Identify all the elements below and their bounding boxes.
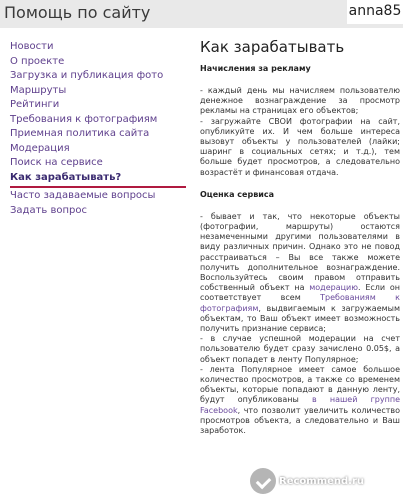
sidebar-item-about[interactable]: О проекте — [10, 55, 65, 67]
sidebar-item-search[interactable]: Поиск на сервисе — [10, 157, 103, 168]
username-badge[interactable]: anna85 — [347, 0, 403, 24]
main-content — [200, 38, 400, 436]
watermark — [250, 468, 364, 494]
paragraph: - в случае успешной модерации на счет пользователю будет сразу зачислено 0.05$, а объект попадет в ленту Популярное; — [200, 334, 400, 364]
help-sidebar — [10, 40, 190, 218]
photo-requirements-link[interactable]: Требованиям к фотографиям — [200, 293, 400, 313]
sidebar-item-how-to-earn[interactable]: Как зарабатывать? — [10, 171, 186, 189]
facebook-group-link[interactable]: в нашей группе Facebook — [200, 395, 400, 415]
paragraph: - загружайте СВОИ фотографии на сайт, опубликуйте их. И чем больше интереса вызовут объекты у пользователей (лайки; шаринг в социальных сетях; и т.д.), тем больше будет просмотров, а следовательно возрастёт и финансовая отдача. — [200, 116, 400, 177]
page-header-title: Помощь по сайту — [4, 3, 151, 22]
sidebar-item-policy[interactable]: Приемная политика сайта — [10, 128, 150, 139]
sidebar-item-moderation[interactable]: Модерация — [10, 142, 70, 154]
sidebar-item-news[interactable]: Новости — [10, 41, 54, 52]
section-heading-service-rating: Оценка сервиса — [200, 189, 274, 199]
paragraph: - лента Популярное имеет самое большое количество просмотров, а также со временем объекты, которые попадают в данную ленту, будут опубликованы в нашей группе Facebook, что позволит увеличить количество просмотров объекта, а следовательно и Ваш заработок. — [200, 364, 400, 436]
header-bar — [0, 0, 403, 28]
sidebar-item-photo-requirements[interactable]: Требования к фотографиям — [10, 113, 158, 125]
moderation-link[interactable]: модерацию — [309, 283, 358, 293]
sidebar-item-faq[interactable]: Часто задаваемые вопросы — [10, 190, 156, 201]
paragraph: - каждый день мы начисляем пользователю денежное вознаграждение за просмотр рекламы на страницах его объектов; — [200, 86, 400, 116]
checkmark-icon — [250, 468, 276, 494]
section-heading-ads: Начисления за рекламу — [200, 64, 311, 73]
page-title: Как зарабатывать — [200, 38, 345, 56]
sidebar-item-ratings[interactable]: Рейтинги — [10, 99, 60, 110]
sidebar-item-routes[interactable]: Маршруты — [10, 84, 67, 96]
sidebar-item-ask-question[interactable]: Задать вопрос — [10, 204, 87, 216]
watermark-text: Recommend.ru — [279, 475, 365, 487]
paragraph: - бывает и так, что некоторые объекты (фотографии, маршруты) остаются незамеченными другими пользователями в виду различных причин. Однако это не повод расстраиваться – Вы все также можете получить дополнительное вознаграждение. Воспользуйтесь своим правом отправить собственный объект на модерацию. Если он соответствует всем Требованиям к фотографиям, выдвигаемым к загружаемым объектам, то Ваш объект имеет возможность получить признание сервиса; — [200, 211, 400, 334]
sidebar-item-upload[interactable]: Загрузка и публикация фото — [10, 70, 164, 81]
